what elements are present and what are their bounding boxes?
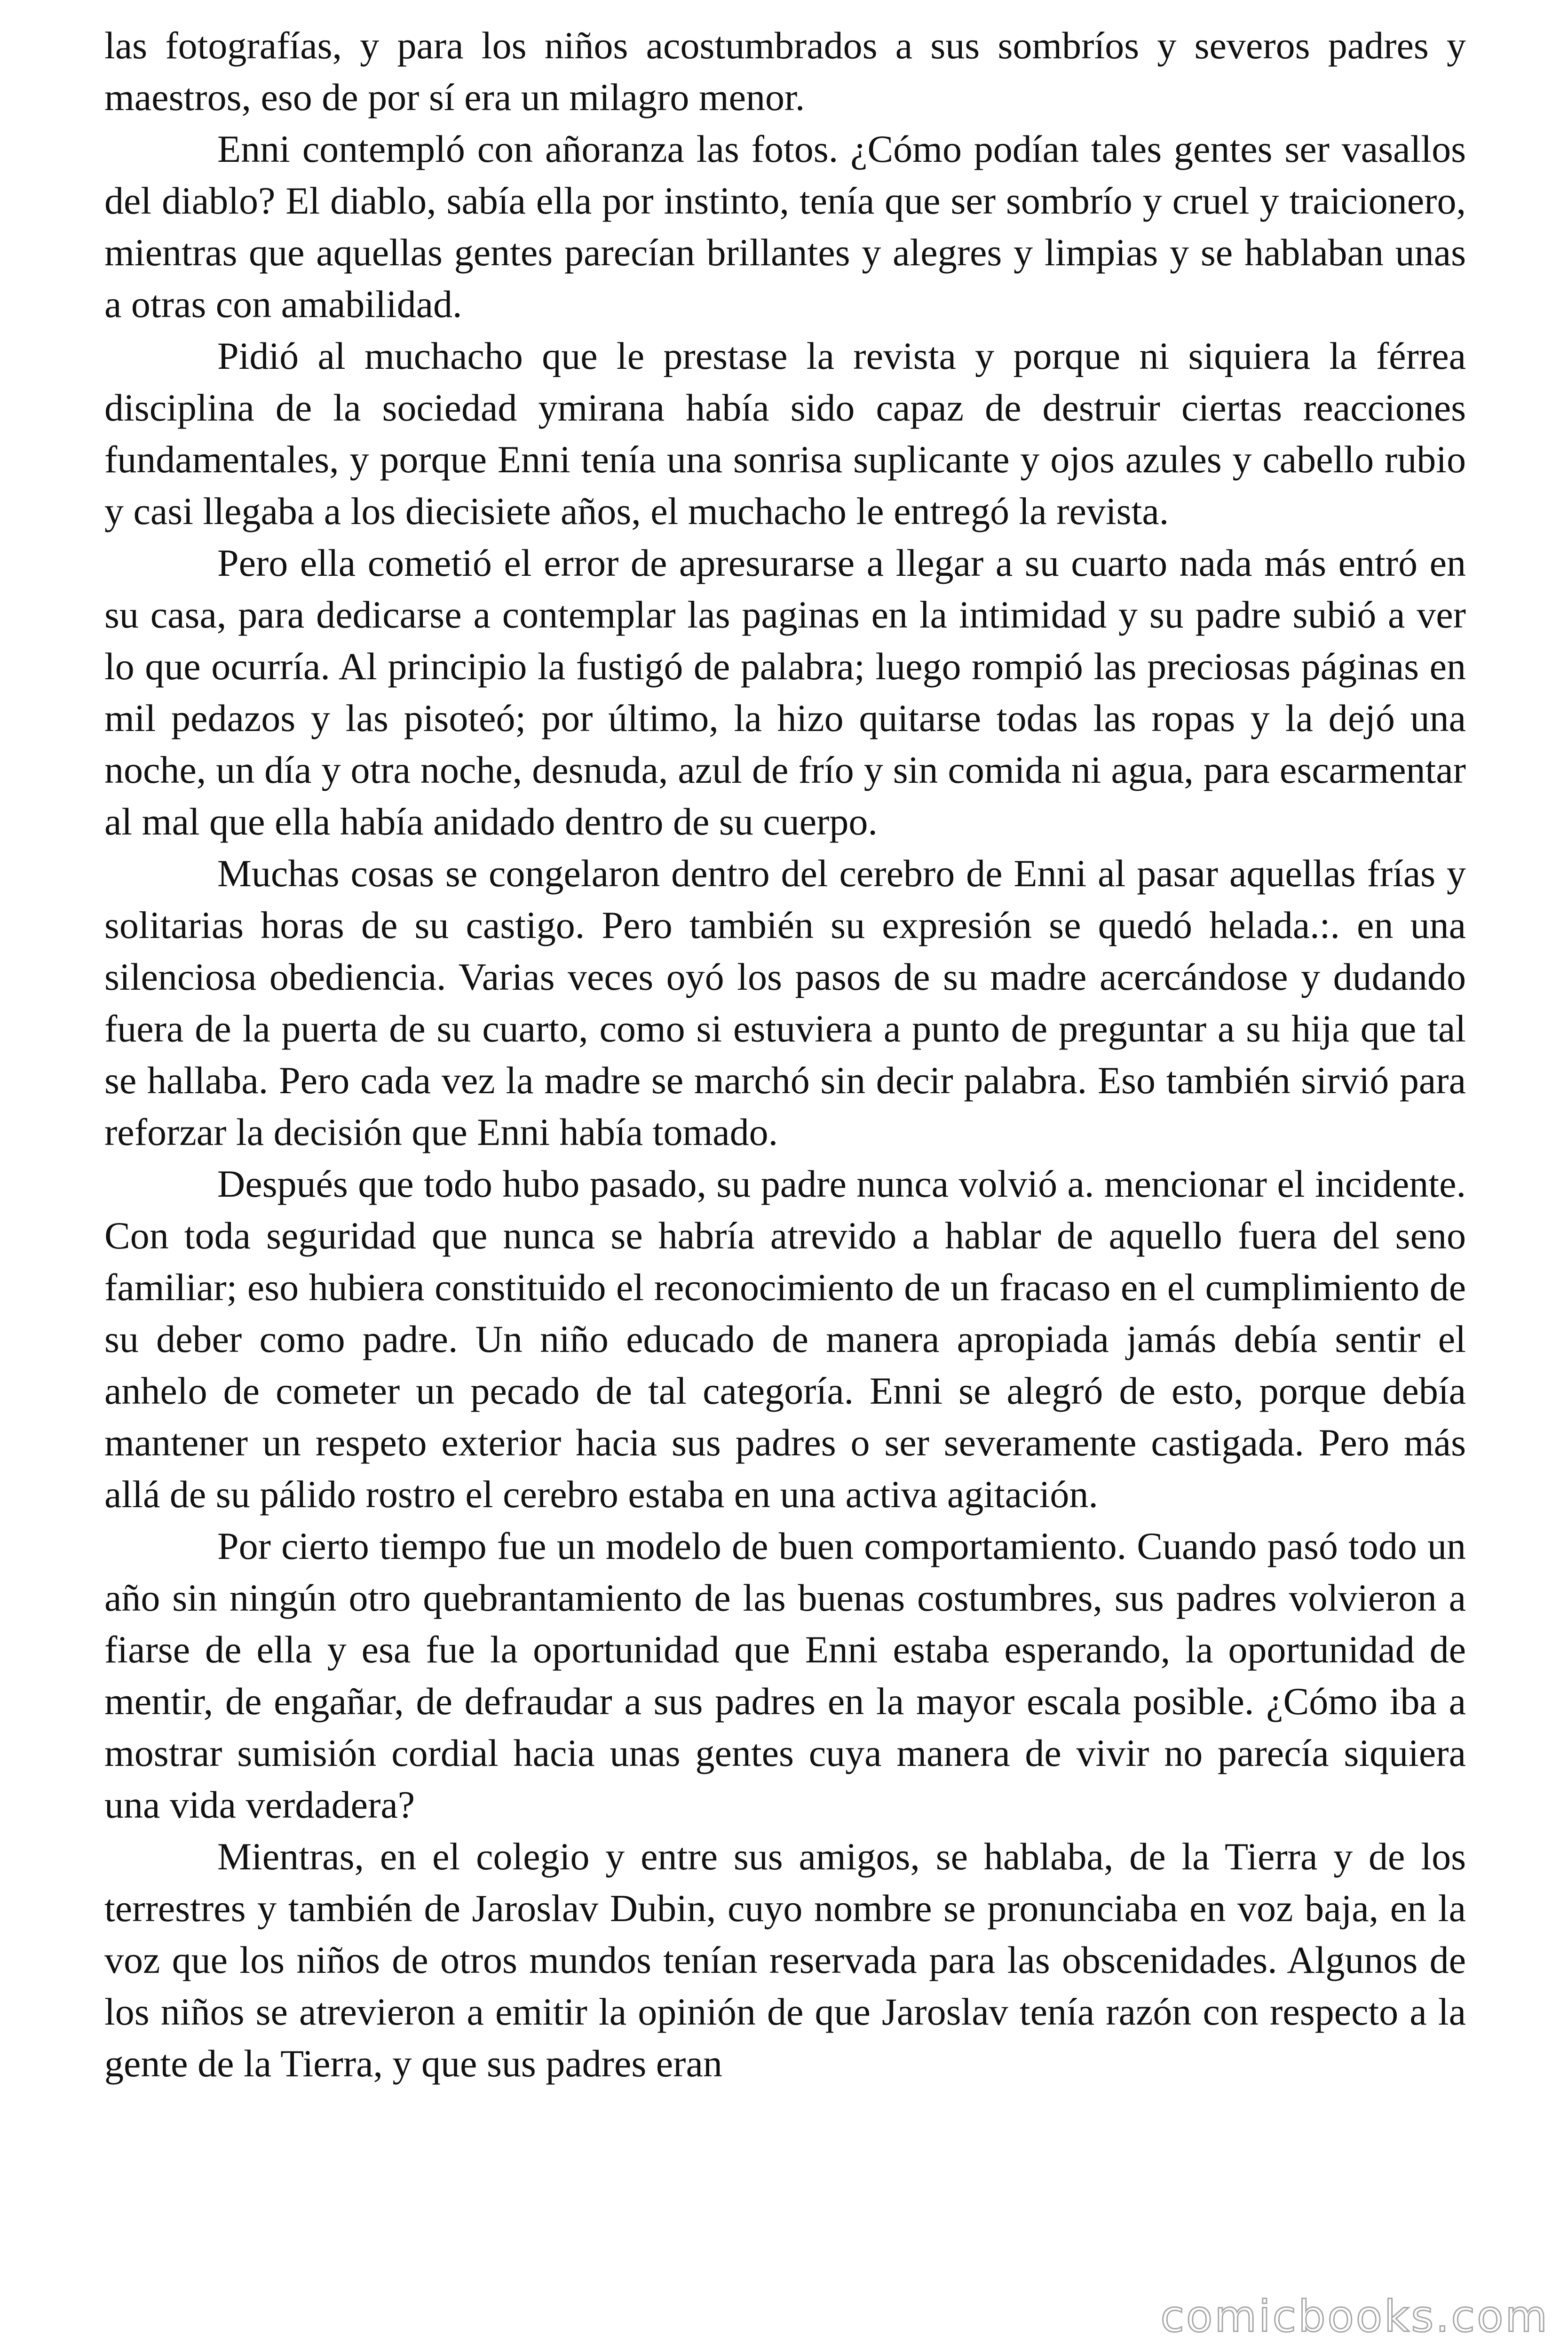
paragraph: Por cierto tiempo fue un modelo de buen comportamiento. Cuando pasó todo un año sin ningún otro quebrantamiento de las buenas costumbres, sus padres volvieron a fiarse de ella y esa fue la oportunidad que Enni estaba esperando, la oportunidad de mentir, de engañar, de defraudar a sus padres en la mayor escala posible. ¿Cómo iba a mostrar sumisión cordial hacia unas gentes cuya manera de vivir no parecía siquiera una vida verdadera? [104,1525,1466,1826]
paragraph-continued: las fotografías, y para los niños acostumbrados a sus sombríos y severos padres y maestros, eso de por sí era un milagro menor. [104,24,1466,119]
paragraph: Pidió al muchacho que le prestase la revista y porque ni siquiera la férrea disciplina de la sociedad ymirana había sido capaz de destruir ciertas reacciones fundamentales, y porque Enni tenía una sonrisa suplicante y ojos azules y cabello rubio y casi llegaba a los diecisiete años, el muchacho le entregó la revista. [104,334,1466,532]
paragraph: Pero ella cometió el error de apresurarse a llegar a su cuarto nada más entró en su casa, para dedicarse a contemplar las paginas en la intimidad y su padre subió a ver lo que ocurría. Al principio la fustigó de palabra; luego rompió las preciosas páginas en mil pedazos y las pisoteó; por último, la hizo quitarse todas las ropas y la dejó una noche, un día y otra noche, desnuda, azul de frío y sin comida ni agua, para escarmentar al mal que ella había anidado dentro de su cuerpo. [104,541,1466,843]
site-watermark: comicbooks.com [1160,2291,1549,2342]
paragraph: Después que todo hubo pasado, su padre nunca volvió a. mencionar el incidente. Con toda seguridad que nunca se habría atrevido a hablar de aquello fuera del seno familiar; eso hubiera constituido el reconocimiento de un fracaso en el cumplimiento de su deber como padre. Un niño educado de manera apropiada jamás debía sentir el anhelo de cometer un pecado de tal categoría. Enni se alegró de esto, porque debía mantener un respeto exterior hacia sus padres o ser severamente castigada. Pero más allá de su pálido rostro el cerebro estaba en una activa agitación. [104,1162,1466,1516]
paragraph: Mientras, en el colegio y entre sus amigos, se hablaba, de la Tierra y de los terrestres y también de Jaroslav Dubin, cuyo nombre se pronunciaba en voz baja, en la voz que los niños de otros mundos tenían reservada para las obscenidades. Algunos de los niños se atrevieron a emitir la opinión de que Jaroslav tenía razón con respecto a la gente de la Tierra, y que sus padres eran [104,1835,1466,2085]
paragraph: Enni contempló con añoranza las fotos. ¿Cómo podían tales gentes ser vasallos del diablo? El diablo, sabía ella por instinto, tenía que ser sombrío y cruel y traicionero, mientras que aquellas gentes parecían brillantes y alegres y limpias y se hablaban unas a otras con amabilidad. [104,127,1466,326]
page-text-body [104,20,1466,2090]
paragraph: Muchas cosas se congelaron dentro del cerebro de Enni al pasar aquellas frías y solitarias horas de su castigo. Pero también su expresión se quedó helada.:. en una silenciosa obediencia. Varias veces oyó los pasos de su madre acercándose y dudando fuera de la puerta de su cuarto, como si estuviera a punto de preguntar a su hija que tal se hallaba. Pero cada vez la madre se marchó sin decir palabra. Eso también sirvió para reforzar la decisión que Enni había tomado. [104,852,1466,1153]
